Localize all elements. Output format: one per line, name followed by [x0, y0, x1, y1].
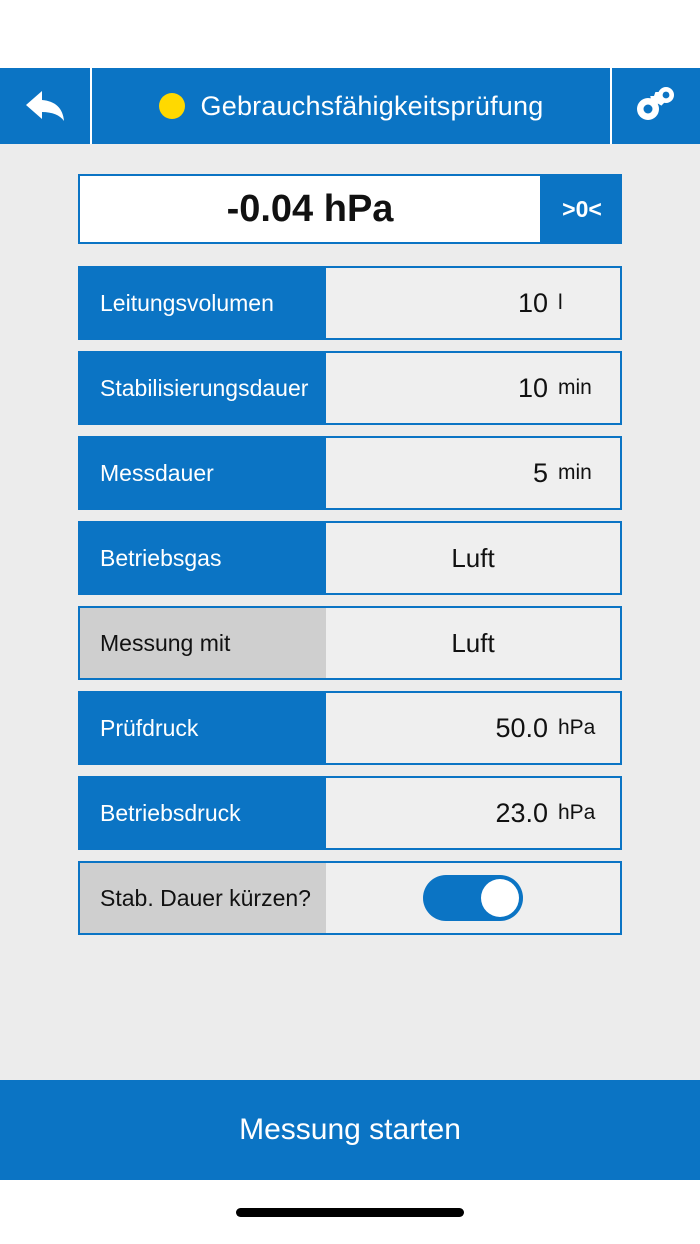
- row-value[interactable]: [326, 438, 620, 508]
- row-value[interactable]: [326, 608, 620, 678]
- start-measurement-button[interactable]: Messung starten: [0, 1080, 700, 1180]
- app-header: [0, 68, 700, 144]
- row-label: Betriebsgas: [80, 523, 326, 593]
- row-value-unit: min: [558, 376, 592, 399]
- row-value-number: 50.0: [495, 712, 548, 743]
- row-stabilisierungsdauer[interactable]: [78, 351, 622, 425]
- row-label: Messung mit: [80, 608, 326, 678]
- row-value[interactable]: [326, 523, 620, 593]
- zero-button[interactable]: >0<: [542, 174, 622, 244]
- pressure-reading-value: -0.04 hPa: [78, 174, 542, 244]
- row-value-number: 10: [517, 287, 548, 318]
- row-value[interactable]: [326, 268, 620, 338]
- home-indicator-area: [0, 1180, 700, 1244]
- row-label: Stab. Dauer kürzen?: [80, 863, 326, 933]
- row-leitungsvolumen[interactable]: [78, 266, 622, 340]
- row-value-number: 23.0: [495, 797, 548, 828]
- status-indicator-dot: [159, 93, 185, 119]
- row-value-number: 5: [532, 457, 548, 488]
- stab-dauer-toggle[interactable]: [423, 875, 523, 921]
- settings-button[interactable]: [612, 68, 700, 144]
- row-label: Betriebsdruck: [80, 778, 326, 848]
- back-arrow-icon: [22, 88, 68, 124]
- row-betriebsgas[interactable]: [78, 521, 622, 595]
- gears-icon: [632, 82, 680, 131]
- back-button[interactable]: [0, 68, 92, 144]
- row-pruefdruck[interactable]: [78, 691, 622, 765]
- row-messdauer[interactable]: [78, 436, 622, 510]
- home-indicator[interactable]: [236, 1208, 464, 1217]
- row-value[interactable]: [326, 693, 620, 763]
- row-betriebsdruck[interactable]: [78, 776, 622, 850]
- pressure-reading-row: [78, 174, 622, 244]
- row-messung-mit[interactable]: [78, 606, 622, 680]
- row-value-unit: l: [558, 291, 563, 314]
- row-value[interactable]: [326, 778, 620, 848]
- header-title-area: [92, 68, 612, 144]
- status-bar: [0, 0, 700, 68]
- row-label: Stabilisierungsdauer: [80, 353, 326, 423]
- row-label: Leitungsvolumen: [80, 268, 326, 338]
- page-title: Gebrauchsfähigkeitsprüfung: [200, 90, 544, 121]
- row-stab-dauer-kuerzen[interactable]: [78, 861, 622, 935]
- row-value-unit: min: [558, 461, 592, 484]
- row-label: Prüfdruck: [80, 693, 326, 763]
- row-value-unit: hPa: [558, 801, 596, 824]
- row-value-text: Luft: [451, 542, 495, 573]
- settings-list: [0, 144, 700, 1080]
- row-value[interactable]: [326, 863, 620, 933]
- row-label: Messdauer: [80, 438, 326, 508]
- row-value-number: 10: [517, 372, 548, 403]
- row-value-unit: hPa: [558, 716, 596, 739]
- row-value-text: Luft: [451, 627, 495, 658]
- row-value[interactable]: [326, 353, 620, 423]
- toggle-knob: [481, 879, 519, 917]
